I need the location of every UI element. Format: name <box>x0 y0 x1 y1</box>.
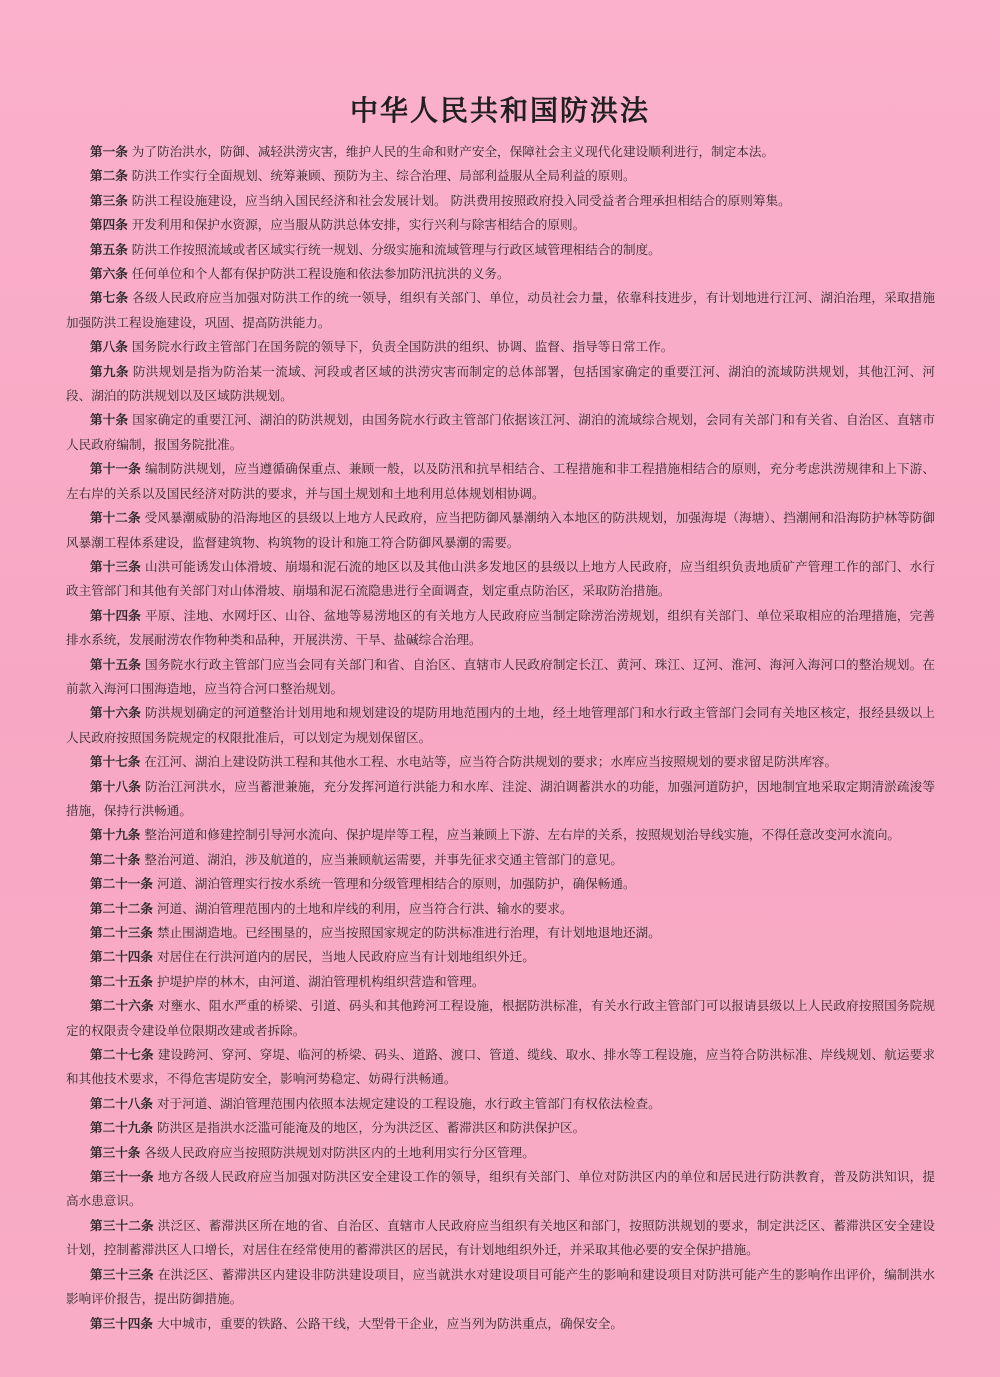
article-text: 大中城市，重要的铁路、公路干线，大型骨干企业，应当列为防洪重点，确保安全。 <box>156 1315 623 1331</box>
article-text: 各级人民政府应当加强对防洪工作的统一领导，组织有关部门、单位，动员社会力量，依靠科技进步，有计划地进行江河、湖泊治理，采取措施加强防洪工程设施建设，巩固、提高防洪能力。 <box>66 290 936 330</box>
article-item <box>66 1092 935 1116</box>
article-item <box>66 189 935 213</box>
article-text: 防洪规划是指为防治某一流域、河段或者区域的洪涝灾害而制定的总体部署，包括国家确定的重要江河、湖泊的流域防洪规划，其他江河、河段、湖泊的防洪规划以及区域防洪规划。 <box>66 363 936 404</box>
article-item <box>66 506 935 555</box>
article-text: 开发利用和保护水资源，应当服从防洪总体安排，实行兴利与除害相结合的原则。 <box>131 217 586 233</box>
article-number: 第六条 <box>90 266 128 282</box>
article-number: 第十八条 <box>90 778 141 794</box>
article-text: 对壅水、阻水严重的桥梁、引道、码头和其他跨河工程设施，根据防洪标准，有关水行政主管部门可以报请县级以上人民政府按照国务院规定的权限责令建设单位限期改建或者拆除。 <box>66 998 936 1038</box>
article-item <box>66 970 935 994</box>
article-number: 第七条 <box>90 290 129 306</box>
article-text: 国务院水行政主管部门在国务院的领导下，负责全国防洪的组织、协调、监督、指导等日常工作。 <box>131 339 674 355</box>
article-item <box>66 1214 935 1263</box>
article-number: 第三十二条 <box>90 1217 154 1233</box>
article-item <box>66 286 935 335</box>
article-text: 防洪工作实行全面规划、统筹兼顾、预防为主、综合治理、局部利益服从全局利益的原则。 <box>131 168 636 184</box>
article-item <box>66 408 935 457</box>
article-item <box>66 653 935 702</box>
article-text: 洪泛区、蓄滞洪区所在地的省、自治区、直辖市人民政府应当组织有关地区和部门，按照防洪规划的要求，制定洪泛区、蓄滞洪区安全建设计划，控制蓄滞洪区人口增长，对居住在经常使用的蓄滞洪区的居民，有计划地组织外迁，并采取其他必要的安全保护措施。 <box>66 1217 936 1258</box>
article-item <box>66 750 935 774</box>
article-number: 第三条 <box>90 192 128 208</box>
article-item <box>66 1043 935 1092</box>
article-item <box>66 775 935 824</box>
page-title: 中华人民共和国防洪法 <box>349 94 650 127</box>
article-text: 防洪规划确定的河道整治计划用地和规划建设的堤防用地范围内的土地，经土地管理部门和水行政主管部门会同有关地区核定，报经县级以上人民政府按照国务院规定的权限批准后，可以划定为规划保留区。 <box>66 705 936 745</box>
article-number: 第三十四条 <box>90 1315 153 1331</box>
article-text: 整治河道、湖泊，涉及航道的，应当兼顾航运需要，并事先征求交通主管部门的意见。 <box>144 851 623 867</box>
article-number: 第二十一条 <box>90 876 153 892</box>
article-number: 第二十七条 <box>90 1047 154 1063</box>
article-number: 第三十条 <box>90 1144 141 1160</box>
article-number: 第五条 <box>90 241 128 257</box>
article-item <box>66 1263 935 1312</box>
article-item <box>66 457 935 506</box>
article-text: 对于河道、湖泊管理范围内依照本法规定建设的工程设施，水行政主管部门有权依法检查。 <box>156 1095 661 1111</box>
article-number: 第十六条 <box>90 705 141 721</box>
article-number: 第二十条 <box>90 851 141 867</box>
article-item <box>66 701 935 750</box>
article-text: 国家确定的重要江河、湖泊的防洪规划，由国务院水行政主管部门依据该江河、湖泊的流域综合规划，会同有关部门和有关省、自治区、直辖市人民政府编制，报国务院批准。 <box>66 412 936 452</box>
article-text: 在洪泛区、蓄滞洪区内建设非防洪建设项目，应当就洪水对建设项目可能产生的影响和建设项目对防洪可能产生的影响作出评价，编制洪水影响评价报告，提出防御措施。 <box>66 1266 936 1307</box>
article-number: 第二十六条 <box>90 998 154 1014</box>
article-number: 第四条 <box>90 217 128 233</box>
article-number: 第九条 <box>90 363 129 379</box>
article-item <box>66 994 935 1043</box>
article-text: 护堤护岸的林木，由河道、湖泊管理机构组织营造和管理。 <box>156 973 485 989</box>
article-item <box>66 555 935 604</box>
article-item <box>66 897 935 921</box>
article-text: 受风暴潮威胁的沿海地区的县级以上地方人民政府，应当把防御风暴潮纳入本地区的防洪规划，加强海堤（海塘）、挡潮闸和沿海防护林等防御风暴潮工程体系建设，监督建筑物、构筑物的设计和施工符合防御风暴潮的需要。 <box>66 510 936 550</box>
article-text: 地方各级人民政府应当加强对防洪区安全建设工作的领导，组织有关部门、单位对防洪区内的单位和居民进行防洪教育，普及防洪知识，提高水患意识。 <box>66 1169 936 1209</box>
article-item <box>66 238 935 262</box>
article-item <box>66 335 935 359</box>
article-text: 建设跨河、穿河、穿堤、临河的桥梁、码头、道路、渡口、管道、缆线、取水、排水等工程设施，应当符合防洪标准、岸线规划、航运要求和其他技术要求，不得危害堤防安全，影响河势稳定、妨碍行洪畅通。 <box>66 1047 936 1087</box>
article-text: 国务院水行政主管部门应当会同有关部门和省、自治区、直辖市人民政府制定长江、黄河、珠江、辽河、淮河、海河入海河口的整治规划。在前款入海河口围海造地，应当符合河口整治规划。 <box>66 656 936 696</box>
article-text: 防治江河洪水，应当蓄泄兼施，充分发挥河道行洪能力和水库、洼淀、湖泊调蓄洪水的功能，加强河道防护，因地制宜地采取定期清淤疏浚等措施，保持行洪畅通。 <box>66 778 936 818</box>
article-number: 第三十一条 <box>90 1169 154 1185</box>
article-item <box>66 164 935 188</box>
article-text: 河道、湖泊管理实行按水系统一管理和分级管理相结合的原则，加强防护，确保畅通。 <box>156 876 636 892</box>
article-text: 对居住在行洪河道内的居民，当地人民政府应当有计划地组织外迁。 <box>156 949 535 965</box>
article-item <box>66 360 935 409</box>
article-item <box>66 1312 935 1336</box>
article-number: 第二十五条 <box>90 973 153 989</box>
article-item <box>66 213 935 237</box>
article-item <box>66 921 935 945</box>
article-number: 第十二条 <box>90 510 141 526</box>
article-item <box>66 872 935 896</box>
article-text: 平原、洼地、水网圩区、山谷、盆地等易涝地区的有关地方人民政府应当制定除涝治涝规划，组织有关部门、单位采取相应的治理措施，完善排水系统，发展耐涝农作物种类和品种，开展洪涝、干旱、盐碱综合治理。 <box>66 607 936 648</box>
article-number: 第二十二条 <box>90 900 153 916</box>
article-number: 第十五条 <box>90 656 141 672</box>
article-number: 第二十三条 <box>90 925 153 940</box>
article-number: 第二十四条 <box>90 949 153 965</box>
article-item <box>66 604 935 653</box>
article-number: 第二条 <box>90 168 128 184</box>
article-number: 第三十三条 <box>90 1266 154 1282</box>
article-text: 禁止围湖造地。已经围垦的，应当按照国家规定的防洪标准进行治理，有计划地退地还湖。 <box>156 925 661 940</box>
article-text: 河道、湖泊管理范围内的土地和岸线的利用，应当符合行洪、输水的要求。 <box>156 900 573 916</box>
article-number: 第一条 <box>90 144 128 159</box>
article-text: 在江河、湖泊上建设防洪工程和其他水工程、水电站等，应当符合防洪规划的要求；水库应当按照规划的要求留足防洪库容。 <box>144 754 838 770</box>
article-number: 第十三条 <box>90 558 141 574</box>
article-number: 第十四条 <box>90 607 141 623</box>
article-number: 第十条 <box>90 412 129 428</box>
article-text: 编制防洪规划，应当遵循确保重点、兼顾一般，以及防汛和抗旱相结合、工程措施和非工程措施相结合的原则，充分考虑洪涝规律和上下游、左右岸的关系以及国民经济对防洪的要求，并与国土规划和土地利用总体规划相协调。 <box>66 461 936 501</box>
article-text: 防洪区是指洪水泛滥可能淹及的地区，分为洪泛区、蓄滞洪区和防洪保护区。 <box>156 1120 586 1136</box>
article-text: 防洪工作按照流域或者区域实行统一规划、分级实施和流域管理与行政区域管理相结合的制度。 <box>131 241 661 257</box>
article-list <box>66 140 936 1336</box>
article-item <box>66 823 935 847</box>
article-text: 整治河道和修建控制引导河水流向、保护堤岸等工程，应当兼顾上下游、左右岸的关系，按照规划治导线实施，不得任意改变河水流向。 <box>144 827 900 843</box>
article-item <box>66 262 935 286</box>
article-item <box>66 1141 935 1165</box>
article-item <box>66 1165 935 1214</box>
article-number: 第八条 <box>90 339 128 355</box>
article-item <box>66 945 935 969</box>
article-text: 防洪工程设施建设，应当纳入国民经济和社会发展计划。 防洪费用按照政府投入同受益者合理承担相结合的原则筹集。 <box>131 192 791 208</box>
article-item <box>66 1116 935 1140</box>
article-text: 山洪可能诱发山体滑坡、崩塌和泥石流的地区以及其他山洪多发地区的县级以上地方人民政府，应当组织负责地质矿产管理工作的部门、水行政主管部门和其他有关部门对山体滑坡、崩塌和泥石流隐患进行全面调查，划定重点防治区，采取防治措施。 <box>66 558 936 599</box>
article-number: 第十七条 <box>90 754 141 770</box>
article-item <box>66 140 935 164</box>
article-text: 为了防治洪水，防御、减轻洪涝灾害，维护人民的生命和财产安全，保障社会主义现代化建设顺利进行，制定本法。 <box>131 144 775 159</box>
article-text: 各级人民政府应当按照防洪规划对防洪区内的土地利用实行分区管理。 <box>144 1144 535 1160</box>
article-number: 第十一条 <box>90 461 141 477</box>
article-item <box>66 848 935 872</box>
article-number: 第二十九条 <box>90 1120 153 1136</box>
article-number: 第十九条 <box>90 827 141 843</box>
article-text: 任何单位和个人都有保护防洪工程设施和依法参加防汛抗洪的义务。 <box>131 266 510 282</box>
article-number: 第二十八条 <box>90 1095 153 1111</box>
